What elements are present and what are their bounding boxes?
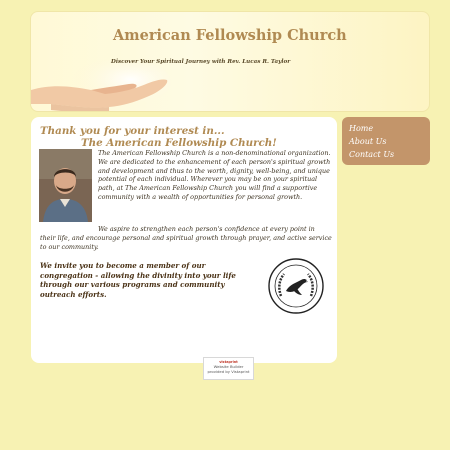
invite-paragraph: We invite you to become a member of our congregation - allowing the divinity into your life through our various programs and community outreach efforts. (40, 261, 236, 299)
badge-line2: provided by Vistaprint (207, 369, 250, 374)
main-nav (342, 117, 430, 165)
main-content-panel (31, 117, 337, 363)
nav-item-home[interactable]: Home (349, 124, 374, 133)
site-title: American Fellowship Church (113, 27, 347, 44)
badge-line1: Website Builder (213, 364, 244, 369)
aspire-paragraph: We aspire to strengthen each person's confidence at every point in their life, and encourage personal and spiritual growth through prayer, and active service to our community. (40, 225, 332, 251)
welcome-heading-line1: Thank you for your interest in... (40, 125, 225, 137)
welcome-heading-line2: The American Fellowship Church! (81, 137, 277, 150)
nav-item-about-us[interactable]: About Us (349, 137, 387, 146)
vistaprint-brand-label: vistaprint (219, 360, 238, 364)
intro-paragraph: The American Fellowship Church is a non-denominational organization. We are dedicated to the enhancement of each person's spiritual growth and development and thus to the worth, dignity, well-being, and unique potential of each individual. Wherever you may be on your spiritual path, at The American Fellowship Church you will find a supportive community with a wealth of opportunities for personal growth. (98, 149, 331, 201)
site-tagline: Discover Your Spiritual Journey with Rev. Lucas R. Taylor (111, 59, 291, 65)
site-header (30, 11, 430, 112)
welcome-heading (40, 125, 277, 150)
open-hand-image (31, 60, 171, 112)
pastor-photo (39, 149, 92, 222)
nav-item-contact-us[interactable]: Contact Us (349, 150, 395, 159)
church-seal-logo (268, 258, 324, 314)
vistaprint-badge[interactable] (203, 357, 254, 380)
